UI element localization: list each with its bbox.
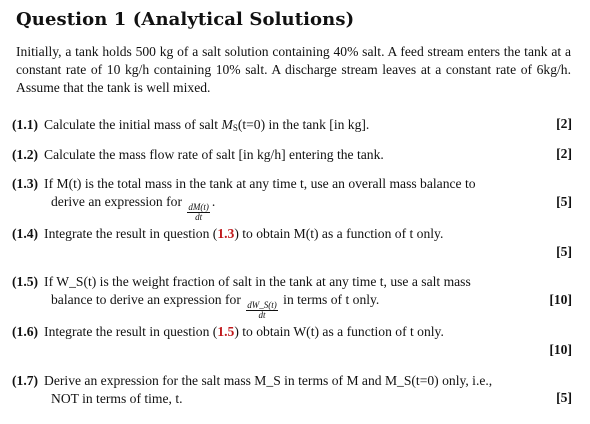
- question-number: (1.6): [12, 324, 39, 339]
- question-text: Integrate the result in question (1.5) to obtain W(t) as a function of t only.: [44, 324, 444, 339]
- problem-statement: Initially, a tank holds 500 kg of a salt solution containing 40% salt. A feed stream enters the tank at a constant rate of 10 kg/h containing 10% salt. A discharge stream leaves at a constant rate of 6kg/h. Assume that the tank is well mixed.: [16, 44, 571, 95]
- question-text-line2: balance to derive an expression for $\frac{dW\_S(t)}{dt}$ in terms of t only.: [51, 292, 380, 320]
- question-reference-link[interactable]: 1.5: [217, 324, 235, 339]
- question-text: Integrate the result in question (1.3) to obtain M(t) as a function of t only.: [44, 226, 444, 241]
- marks-label: [2]: [556, 116, 572, 131]
- question-1-5: [12, 273, 572, 320]
- derivative-fraction: $\frac{dM(t)}{dt}$: [188, 202, 209, 222]
- page-title: Question 1 (Analytical Solutions): [16, 9, 355, 30]
- question-number: (1.4): [12, 226, 39, 241]
- question-number: (1.2): [12, 147, 39, 162]
- question-number: (1.5): [12, 274, 39, 289]
- question-number: (1.7): [12, 373, 39, 388]
- question-reference-link[interactable]: 1.3: [217, 226, 235, 241]
- marks-label: [2]: [556, 146, 572, 161]
- marks-label: [5]: [556, 244, 572, 259]
- derivative-fraction: $\frac{dW\_S(t)}{dt}$: [247, 300, 277, 320]
- question-text: Calculate the initial mass of salt $M_S(t=0)$ in the tank [in kg].: [44, 117, 370, 133]
- question-1-7: [12, 372, 572, 408]
- question-text-line2: NOT in terms of time, t.: [51, 391, 183, 406]
- marks-label: [5]: [556, 390, 572, 405]
- question-text: Calculate the mass flow rate of salt [in kg/h] entering the tank.: [44, 147, 384, 162]
- question-text-line1: If M(t) is the total mass in the tank at any time t, use an overall mass balance to: [44, 176, 476, 191]
- question-1-3: [12, 175, 572, 222]
- question-text-line1: Derive an expression for the salt mass M_S in terms of M and M_S(t=0) only, i.e.,: [44, 373, 493, 388]
- question-text-line1: If W_S(t) is the weight fraction of salt in the tank at any time t, use a salt mass: [44, 274, 471, 289]
- question-1-6: [12, 323, 572, 341]
- marks-label: [10]: [549, 342, 572, 357]
- question-1-2: [12, 146, 572, 164]
- marks-label: [10]: [549, 292, 572, 307]
- question-1-4: [12, 225, 572, 243]
- question-text-line2: derive an expression for $\frac{dM(t)}{dt}$ .: [51, 194, 216, 222]
- question-number: (1.1): [12, 117, 39, 132]
- marks-label: [5]: [556, 194, 572, 209]
- question-number: (1.3): [12, 176, 39, 191]
- question-1-1: [12, 116, 572, 137]
